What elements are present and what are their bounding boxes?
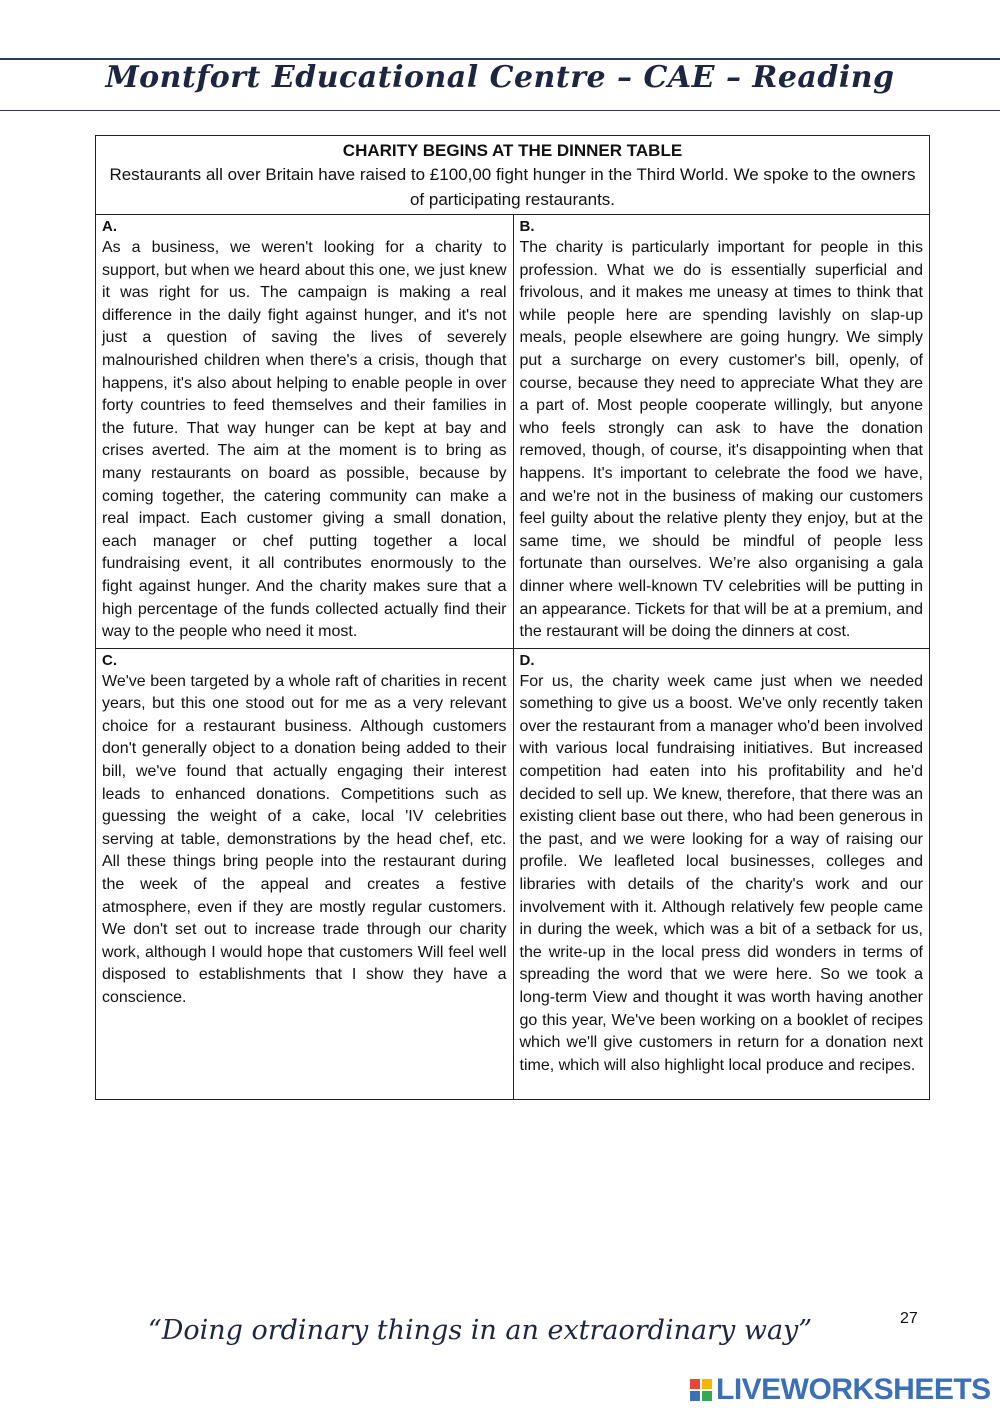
section-text: As a business, we weren't looking for a charity to support, but when we heard about this one, we just knew it was right for us. The campaign is making a real difference in the daily fight against hunger, and it's not just a question of saving the lives of severely malnourished children when there's a crisis, though that happens, it's also about helping to enable people in over forty countries to feed themselves and their families in the future. That way hunger can be kept at bay and crises averted. The aim at the moment is to bring as many restaurants on board as possible, because by coming together, the catering community can make a real impact. Each customer giving a small donation, each manager or chef putting together a local fundraising event, it all contributes enormously to the fight against hunger. And the charity makes sure that a high percentage of the funds collected actually find their way to the people who need it most.: [102, 239, 507, 641]
article-subtitle: Restaurants all over Britain have raised to £100,00 fight hunger in the Third World. We spoke to the owners of participating restaurants.: [109, 165, 916, 209]
article-title: CHARITY BEGINS AT THE DINNER TABLE: [342, 141, 683, 160]
liveworksheets-logo-icon: [690, 1379, 712, 1401]
section-text: For us, the charity week came just when we needed something to give us a boost. We've only recently taken over the restaurant from a manager who'd been involved with various local fundraising initiatives. But increased competition had eaten into his profitability and he'd decided to sell up. We knew, therefore, that there was an existing client base out there, who had been generous in the past, and we were looking for a way of raising our profile. We leafleted local businesses, colleges and libraries with details of the charity's work and our involvement with it. Although relatively few people came in during the week, which was a bit of a setback for us, the write-up in the local press did wonders in terms of spreading the word that we were here. So we took a long-term View and thought it was worth having another go this year, We've been working on a booklet of recipes which we'll give customers in return for a donation next time, which will also highlight local produce and recipes.: [519, 672, 923, 1074]
page-header-title: Montfort Educational Centre – CAE – Reading: [105, 60, 895, 95]
logo-square: [702, 1391, 712, 1401]
logo-square: [702, 1379, 712, 1389]
article-heading: [96, 136, 929, 215]
footer-motto: “Doing ordinary things in an extraordinary way”: [147, 1315, 813, 1346]
section-letter: A.: [102, 218, 117, 235]
section-text: The charity is particularly important for people in this profession. What we do is essentially superficial and frivolous, and it makes me uneasy at times to think that while people here are spending lavishly on slap-up meals, people elsewhere are going hungry. We simply put a surcharge on every customer's bill, openly, of course, because they need to appreciate What they are a part of. Most people cooperate willingly, but anyone who feels strongly can ask to have the donation removed, though, of course, it's disappointing when that happens. It's important to celebrate the food we have, and we're not in the business of making our customers feel guilty about the relative plenty they enjoy, but at the same time, we should be mindful of people less fortunate than ourselves. We’re also organising a gala dinner where well-known TV celebrities will be putting in an appearance. Tickets for that will be at a premium, and the restaurant will be doing the dinners at cost.: [519, 239, 923, 641]
section-letter: C.: [102, 651, 117, 669]
section-letter: B.: [519, 218, 535, 235]
section-d: [513, 649, 930, 1099]
section-a: [96, 215, 513, 648]
section-text: We've been targeted by a whole raft of charities in recent years, but this one stood out for me as a very relevant choice for a restaurant business. Although customers don't generally object to a donation being added to their bill, we've found that actually engaging their interest leads to enhanced donations. Competitions such as guessing the weight of a cake, local 'IV celebrities serving at table, demonstrations by the head chef, etc. All these things bring people into the restaurant during the week of the appeal and creates a festive atmosphere, even if they are mostly regular customers. We don't set out to increase trade through our charity work, although I would hope that customers Will feel well disposed to establishments that I show they have a conscience.: [102, 672, 507, 1006]
section-letter: D.: [519, 651, 535, 669]
page-number: 27: [900, 1310, 918, 1327]
table-row: [96, 648, 929, 1099]
logo-square: [690, 1391, 700, 1401]
liveworksheets-brand[interactable]: [690, 1373, 991, 1407]
liveworksheets-brand-text: LIVEWORKSHEETS: [716, 1373, 991, 1406]
reading-table: [95, 135, 930, 1100]
section-b: [513, 215, 930, 648]
section-c: [96, 649, 513, 1099]
table-row: [96, 215, 929, 648]
header-rule-bottom: [0, 110, 1000, 111]
logo-square: [690, 1379, 700, 1389]
